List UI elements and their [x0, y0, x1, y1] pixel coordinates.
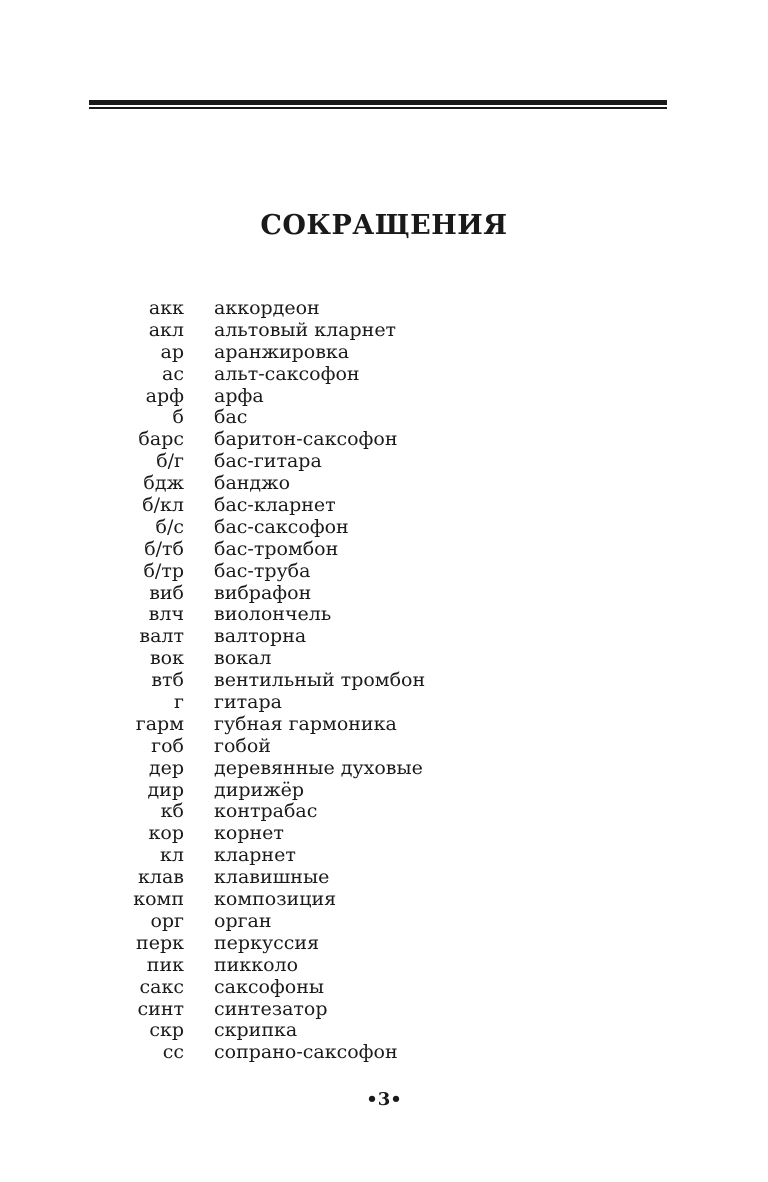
list-item: [0, 320, 768, 342]
abbreviation: орг: [150, 909, 184, 932]
list-item: [0, 473, 768, 495]
abbreviation-meaning: гитара: [214, 691, 282, 714]
list-item: [0, 429, 768, 451]
list-item: [0, 801, 768, 823]
abbreviation-meaning: банджо: [214, 472, 291, 495]
list-item: [0, 364, 768, 386]
abbreviation: г: [174, 691, 184, 714]
list-item: [0, 670, 768, 692]
list-item: [0, 1020, 768, 1042]
list-item: [0, 407, 768, 429]
abbreviation: синт: [137, 997, 184, 1020]
abbreviation: дир: [147, 778, 184, 801]
abbreviation-meaning: гобой: [214, 734, 271, 757]
list-item: [0, 495, 768, 517]
abbreviation-meaning: бас-саксофон: [214, 515, 349, 538]
abbreviation-meaning: контрабас: [214, 800, 318, 823]
abbreviation: арф: [145, 384, 184, 407]
list-item: [0, 758, 768, 780]
abbreviation: пик: [146, 953, 184, 976]
abbreviation-meaning: бас: [214, 406, 248, 429]
abbreviation-meaning: вентильный тромбон: [214, 669, 426, 692]
abbreviation-meaning: бас-тромбон: [214, 537, 339, 560]
abbreviation-meaning: орган: [214, 909, 272, 932]
abbreviation-meaning: перкуссия: [214, 931, 320, 954]
abbreviation-meaning: бас-гитара: [214, 450, 322, 473]
list-item: [0, 517, 768, 539]
abbreviation: б: [172, 406, 184, 429]
abbreviation: б/тр: [143, 559, 184, 582]
abbreviation: сакс: [139, 975, 184, 998]
list-item: [0, 626, 768, 648]
abbreviation: втб: [151, 669, 184, 692]
abbreviation-meaning: вибрафон: [214, 581, 312, 604]
abbreviation-meaning: губная гармоника: [214, 712, 397, 735]
abbreviation-meaning: валторна: [214, 625, 307, 648]
abbreviation: скр: [149, 1019, 184, 1042]
list-item: [0, 736, 768, 758]
abbreviation: гарм: [135, 712, 184, 735]
abbreviation: сс: [162, 1041, 184, 1064]
abbreviation: вок: [149, 647, 184, 670]
abbreviation-meaning: альтовый кларнет: [214, 318, 397, 341]
list-item: [0, 977, 768, 999]
list-item: [0, 539, 768, 561]
list-item: [0, 692, 768, 714]
list-item: [0, 889, 768, 911]
abbreviation-meaning: аранжировка: [214, 340, 350, 363]
abbreviations-list: [0, 298, 768, 1064]
abbreviation-meaning: бас-кларнет: [214, 494, 336, 517]
abbreviation-meaning: виолончель: [214, 603, 332, 626]
abbreviation: клав: [138, 866, 184, 889]
abbreviation: валт: [139, 625, 184, 648]
page-title: СОКРАЩЕНИЯ: [260, 210, 508, 241]
abbreviation-meaning: композиция: [214, 888, 337, 911]
list-item: [0, 911, 768, 933]
list-item: [0, 845, 768, 867]
list-item: [0, 386, 768, 408]
abbreviation-meaning: дирижёр: [214, 778, 305, 801]
header-rule-thick: [89, 100, 667, 105]
abbreviation: барс: [138, 428, 184, 451]
abbreviation: б/с: [155, 515, 184, 538]
abbreviation: кб: [160, 800, 184, 823]
abbreviation: перк: [136, 931, 184, 954]
abbreviation: б/г: [156, 450, 184, 473]
header-rule-thin: [89, 107, 667, 109]
list-item: [0, 933, 768, 955]
list-item: [0, 583, 768, 605]
abbreviation-meaning: скрипка: [214, 1019, 298, 1042]
list-item: [0, 604, 768, 626]
list-item: [0, 714, 768, 736]
abbreviation-meaning: бас-труба: [214, 559, 311, 582]
abbreviation-meaning: арфа: [214, 384, 264, 407]
abbreviation: виб: [149, 581, 184, 604]
list-item: [0, 955, 768, 977]
list-item: [0, 823, 768, 845]
abbreviation: бдж: [143, 472, 184, 495]
abbreviation-meaning: саксофоны: [214, 975, 325, 998]
abbreviation: кл: [160, 844, 184, 867]
abbreviation-meaning: вокал: [214, 647, 272, 670]
list-item: [0, 1042, 768, 1064]
abbreviation-meaning: сопрано-саксофон: [214, 1041, 398, 1064]
abbreviation: дер: [148, 756, 184, 779]
abbreviation-meaning: аккордеон: [214, 297, 320, 319]
abbreviation: кор: [148, 822, 184, 845]
list-item: [0, 298, 768, 320]
abbreviation: комп: [133, 888, 184, 911]
abbreviation-meaning: альт-саксофон: [214, 362, 360, 385]
list-item: [0, 561, 768, 583]
abbreviation-meaning: баритон-саксофон: [214, 428, 398, 451]
list-item: [0, 342, 768, 364]
abbreviation-meaning: пикколо: [214, 953, 299, 976]
abbreviation-meaning: корнет: [214, 822, 284, 845]
abbreviation-meaning: кларнет: [214, 844, 296, 867]
list-item: [0, 999, 768, 1021]
abbreviation: влч: [148, 603, 184, 626]
abbreviation-meaning: синтезатор: [214, 997, 328, 1020]
list-item: [0, 867, 768, 889]
list-item: [0, 451, 768, 473]
list-item: [0, 780, 768, 802]
abbreviation: акк: [148, 297, 184, 319]
page-number: •3•: [366, 1089, 402, 1110]
abbreviation: ас: [162, 362, 184, 385]
abbreviation: б/тб: [144, 537, 184, 560]
abbreviation: акл: [148, 318, 184, 341]
abbreviation-meaning: деревянные духовые: [214, 756, 423, 779]
abbreviation: гоб: [151, 734, 184, 757]
list-item: [0, 648, 768, 670]
abbreviation-meaning: клавишные: [214, 866, 330, 889]
abbreviation: ар: [160, 340, 184, 363]
abbreviation: б/кл: [142, 494, 184, 517]
